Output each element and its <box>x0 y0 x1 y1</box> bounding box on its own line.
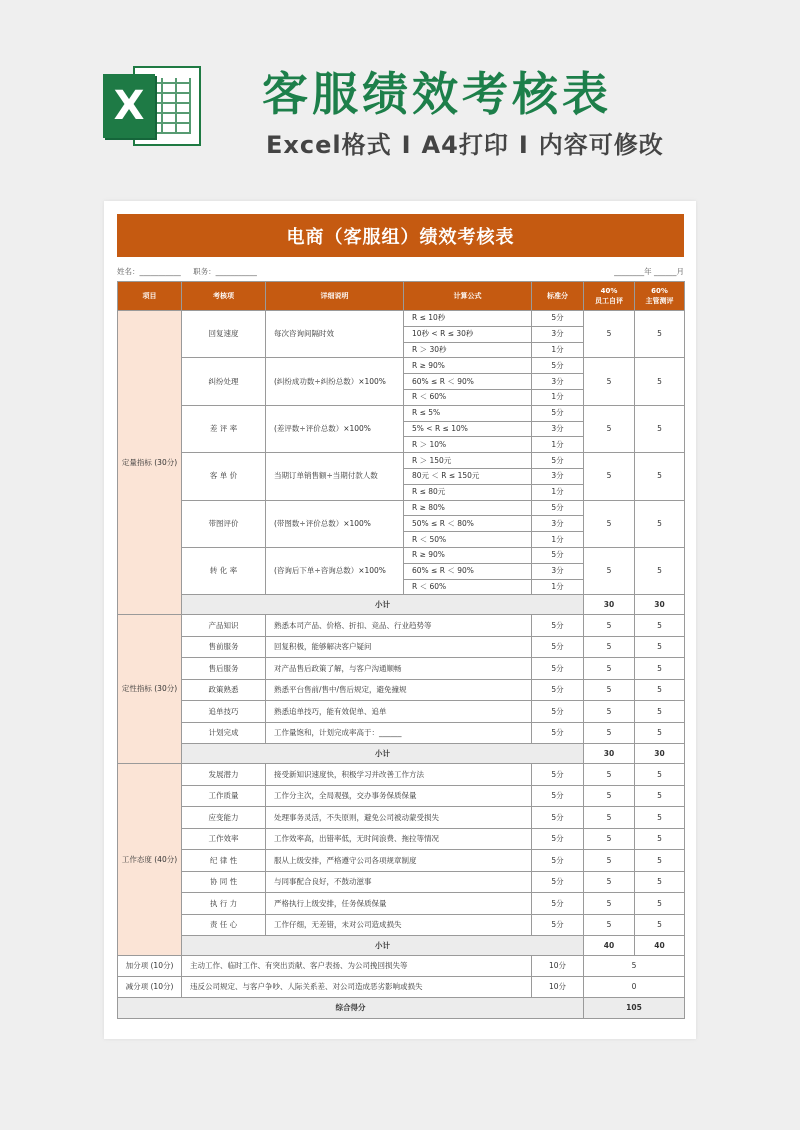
formula-cell: R ＜ 60% <box>404 389 532 405</box>
table-row <box>118 785 685 807</box>
table-row <box>118 871 685 893</box>
subtitle-separator: I <box>518 131 529 159</box>
self-score[interactable]: 5 <box>584 311 635 358</box>
table-row <box>118 679 685 701</box>
extra-row <box>118 956 685 977</box>
page-title: 客服绩效考核表 <box>262 67 612 121</box>
formula-cell: 60% ≤ R ＜ 90% <box>404 563 532 579</box>
self-score[interactable]: 5 <box>584 828 635 850</box>
table-row <box>118 636 685 658</box>
manager-score[interactable]: 5 <box>635 893 685 915</box>
formula-cell: R ≥ 90% <box>404 358 532 374</box>
item-desc: 处理事务灵活，不失原则，避免公司被动蒙受损失 <box>266 807 532 829</box>
manager-score[interactable]: 5 <box>635 785 685 807</box>
standard-score: 5分 <box>532 914 584 936</box>
standard-score: 5分 <box>532 636 584 658</box>
self-score[interactable]: 5 <box>584 636 635 658</box>
formula-cell: 60% ≤ R ＜ 90% <box>404 374 532 390</box>
table-row <box>118 547 685 563</box>
self-score[interactable]: 5 <box>584 547 635 594</box>
item-name: 执 行 力 <box>182 893 266 915</box>
extra-label: 加分项 (10分) <box>118 956 182 977</box>
standard-score: 1分 <box>532 437 584 453</box>
item-name: 转 化 率 <box>182 547 266 594</box>
sheet-paper <box>104 201 696 1039</box>
item-desc: (带图数÷评价总数）×100% <box>266 500 404 547</box>
table-row <box>118 914 685 936</box>
item-name: 纠纷处理 <box>182 358 266 405</box>
self-score[interactable]: 5 <box>584 701 635 723</box>
col-header: 60% 主管测评 <box>635 282 685 311</box>
col-header: 详细说明 <box>266 282 404 311</box>
category-cell: 定性指标 (30分) <box>118 615 182 764</box>
subtotal-label: 小计 <box>182 595 584 615</box>
table-row <box>118 358 685 374</box>
item-name: 客 单 价 <box>182 453 266 500</box>
self-score[interactable]: 5 <box>584 722 635 744</box>
table-row <box>118 658 685 680</box>
manager-score[interactable]: 5 <box>635 615 685 637</box>
standard-score: 10分 <box>532 956 584 977</box>
formula-cell: R ≥ 80% <box>404 500 532 516</box>
item-name: 回复速度 <box>182 311 266 358</box>
table-row <box>118 850 685 872</box>
item-desc: 每次咨询间隔时效 <box>266 311 404 358</box>
col-header: 标准分 <box>532 282 584 311</box>
standard-score: 1分 <box>532 579 584 595</box>
sheet-meta <box>117 266 267 277</box>
manager-score[interactable]: 5 <box>635 701 685 723</box>
category-cell: 定量指标 (30分) <box>118 311 182 615</box>
manager-score[interactable]: 5 <box>635 358 685 405</box>
name-field[interactable]: 姓名：___________ <box>117 267 181 276</box>
manager-score[interactable]: 5 <box>635 658 685 680</box>
standard-score: 3分 <box>532 326 584 342</box>
formula-cell: 80元 ＜ R ≤ 150元 <box>404 468 532 484</box>
formula-cell: R ≤ 10秒 <box>404 311 532 327</box>
standard-score: 3分 <box>532 563 584 579</box>
item-desc: 工作效率高，出错率低，无时间浪费、拖拉等情况 <box>266 828 532 850</box>
standard-score: 1分 <box>532 389 584 405</box>
manager-score[interactable]: 5 <box>635 500 685 547</box>
standard-score: 5分 <box>532 405 584 421</box>
item-desc: 熟悉追单技巧，能有效促单、追单 <box>266 701 532 723</box>
table-row <box>118 807 685 829</box>
col-header: 项目 <box>118 282 182 311</box>
standard-score: 5分 <box>532 658 584 680</box>
item-desc: 对产品售后政策了解，与客户沟通顺畅 <box>266 658 532 680</box>
formula-cell: R ＜ 60% <box>404 579 532 595</box>
table-row <box>118 453 685 469</box>
page-subtitle <box>266 125 664 160</box>
standard-score: 10分 <box>532 977 584 998</box>
item-name: 应变能力 <box>182 807 266 829</box>
item-name: 政策熟悉 <box>182 679 266 701</box>
formula-cell: R ≤ 80元 <box>404 484 532 500</box>
extra-desc: 主动工作、临时工作、有突出贡献、客户表扬、为公司挽回损失等 <box>182 956 532 977</box>
formula-cell: R ＞ 30秒 <box>404 342 532 358</box>
self-score[interactable]: 5 <box>584 405 635 452</box>
item-desc: 工作仔细，无差错，未对公司造成损失 <box>266 914 532 936</box>
table-row <box>118 701 685 723</box>
standard-score: 5分 <box>532 722 584 744</box>
manager-score[interactable]: 5 <box>635 807 685 829</box>
subtotal-self: 40 <box>584 936 635 956</box>
standard-score: 5分 <box>532 871 584 893</box>
position-field[interactable]: 职务：___________ <box>193 267 257 276</box>
subtotal-row <box>118 595 685 615</box>
col-header: 考核项 <box>182 282 266 311</box>
self-score[interactable]: 5 <box>584 850 635 872</box>
standard-score: 3分 <box>532 421 584 437</box>
item-name: 售前服务 <box>182 636 266 658</box>
standard-score: 1分 <box>532 342 584 358</box>
standard-score: 5分 <box>532 807 584 829</box>
subtotal-manager: 30 <box>635 595 685 615</box>
subtotal-manager: 30 <box>635 744 685 764</box>
table-row <box>118 893 685 915</box>
table-row <box>118 828 685 850</box>
standard-score: 5分 <box>532 358 584 374</box>
item-desc: 服从上级安排，严格遵守公司各项规章制度 <box>266 850 532 872</box>
self-score[interactable]: 5 <box>584 893 635 915</box>
self-score[interactable]: 5 <box>584 871 635 893</box>
standard-score: 1分 <box>532 532 584 548</box>
table-row <box>118 311 685 327</box>
self-score[interactable]: 5 <box>584 764 635 786</box>
item-name: 纪 律 性 <box>182 850 266 872</box>
self-score[interactable]: 5 <box>584 679 635 701</box>
total-value: 105 <box>584 998 685 1019</box>
standard-score: 3分 <box>532 468 584 484</box>
manager-score[interactable]: 5 <box>635 453 685 500</box>
self-score[interactable]: 5 <box>584 807 635 829</box>
col-header: 计算公式 <box>404 282 532 311</box>
item-desc: 与同事配合良好，不鼓动滋事 <box>266 871 532 893</box>
extra-row <box>118 977 685 998</box>
manager-score[interactable]: 5 <box>635 547 685 594</box>
item-name: 差 评 率 <box>182 405 266 452</box>
self-score[interactable]: 5 <box>584 615 635 637</box>
extra-value[interactable]: 0 <box>584 977 685 998</box>
table-row <box>118 764 685 786</box>
assessment-table <box>117 281 685 1019</box>
total-row <box>118 998 685 1019</box>
sheet-title: 电商（客服组）绩效考核表 <box>117 214 684 257</box>
item-name: 工作效率 <box>182 828 266 850</box>
extra-value[interactable]: 5 <box>584 956 685 977</box>
item-desc: (咨询后下单÷咨询总数）×100% <box>266 547 404 594</box>
subtitle-format: Excel格式 <box>266 131 392 159</box>
standard-score: 5分 <box>532 893 584 915</box>
manager-score[interactable]: 5 <box>635 871 685 893</box>
standard-score: 5分 <box>532 828 584 850</box>
formula-cell: 50% ≤ R ＜ 80% <box>404 516 532 532</box>
item-name: 协 同 性 <box>182 871 266 893</box>
manager-score[interactable]: 5 <box>635 311 685 358</box>
category-cell: 工作态度 (40分) <box>118 764 182 956</box>
standard-score: 5分 <box>532 701 584 723</box>
formula-cell: 5% < R ≤ 10% <box>404 421 532 437</box>
table-row <box>118 722 685 744</box>
standard-score: 3分 <box>532 374 584 390</box>
self-score[interactable]: 5 <box>584 500 635 547</box>
col-header: 40% 员工自评 <box>584 282 635 311</box>
self-score[interactable]: 5 <box>584 453 635 500</box>
manager-score[interactable]: 5 <box>635 764 685 786</box>
extra-label: 减分项 (10分) <box>118 977 182 998</box>
item-desc: 工作分主次，全局观强，交办事务保质保量 <box>266 785 532 807</box>
table-row <box>118 405 685 421</box>
formula-cell: R ≤ 5% <box>404 405 532 421</box>
subtotal-label: 小计 <box>182 936 584 956</box>
item-name: 发展潜力 <box>182 764 266 786</box>
manager-score[interactable]: 5 <box>635 850 685 872</box>
standard-score: 1分 <box>532 484 584 500</box>
subtotal-self: 30 <box>584 595 635 615</box>
item-desc: 回复积极，能够解决客户疑问 <box>266 636 532 658</box>
item-desc: 接受新知识速度快，积极学习并改善工作方法 <box>266 764 532 786</box>
item-desc: 当期订单销售额÷当期付款人数 <box>266 453 404 500</box>
item-desc: (差评数÷评价总数）×100% <box>266 405 404 452</box>
item-name: 计划完成 <box>182 722 266 744</box>
subtitle-print: A4打印 <box>421 131 509 159</box>
table-row <box>118 615 685 637</box>
excel-logo-icon <box>103 60 203 152</box>
table-row <box>118 500 685 516</box>
subtotal-row <box>118 744 685 764</box>
subtitle-separator: I <box>401 131 412 159</box>
subtotal-row <box>118 936 685 956</box>
extra-desc: 违反公司规定、与客户争吵、人际关系差、对公司造成恶劣影响或损失 <box>182 977 532 998</box>
standard-score: 5分 <box>532 453 584 469</box>
manager-score[interactable]: 5 <box>635 405 685 452</box>
manager-score[interactable]: 5 <box>635 722 685 744</box>
formula-cell: 10秒 < R ≤ 30秒 <box>404 326 532 342</box>
formula-cell: R ＞ 150元 <box>404 453 532 469</box>
manager-score[interactable]: 5 <box>635 914 685 936</box>
subtotal-manager: 40 <box>635 936 685 956</box>
standard-score: 3分 <box>532 516 584 532</box>
manager-score[interactable]: 5 <box>635 636 685 658</box>
subtotal-self: 30 <box>584 744 635 764</box>
item-name: 带图评价 <box>182 500 266 547</box>
table-header-row <box>118 282 685 311</box>
standard-score: 5分 <box>532 764 584 786</box>
item-name: 售后服务 <box>182 658 266 680</box>
item-name: 责 任 心 <box>182 914 266 936</box>
standard-score: 5分 <box>532 785 584 807</box>
standard-score: 5分 <box>532 311 584 327</box>
item-desc: (纠纷成功数÷纠纷总数）×100% <box>266 358 404 405</box>
item-desc: 严格执行上级安排，任务保质保量 <box>266 893 532 915</box>
standard-score: 5分 <box>532 547 584 563</box>
item-name: 产品知识 <box>182 615 266 637</box>
formula-cell: R ＜ 50% <box>404 532 532 548</box>
item-desc: 工作量饱和，计划完成率高于：______ <box>266 722 532 744</box>
standard-score: 5分 <box>532 850 584 872</box>
self-score[interactable]: 5 <box>584 914 635 936</box>
subtotal-label: 小计 <box>182 744 584 764</box>
standard-score: 5分 <box>532 615 584 637</box>
formula-cell: R ＞ 10% <box>404 437 532 453</box>
self-score[interactable]: 5 <box>584 785 635 807</box>
item-desc: 熟悉平台售前/售中/售后规定，避免撞规 <box>266 679 532 701</box>
item-name: 工作质量 <box>182 785 266 807</box>
subtitle-editable: 内容可修改 <box>538 131 664 159</box>
standard-score: 5分 <box>532 500 584 516</box>
self-score[interactable]: 5 <box>584 358 635 405</box>
manager-score[interactable]: 5 <box>635 828 685 850</box>
item-name: 追单技巧 <box>182 701 266 723</box>
standard-score: 5分 <box>532 679 584 701</box>
excel-badge: X <box>103 74 155 138</box>
self-score[interactable]: 5 <box>584 658 635 680</box>
formula-cell: R ≥ 90% <box>404 547 532 563</box>
total-label: 综合得分 <box>118 998 584 1019</box>
date-field[interactable]: ________年 ______月 <box>614 267 684 276</box>
manager-score[interactable]: 5 <box>635 679 685 701</box>
item-desc: 熟悉本司产品、价格、折扣、竞品、行业趋势等 <box>266 615 532 637</box>
